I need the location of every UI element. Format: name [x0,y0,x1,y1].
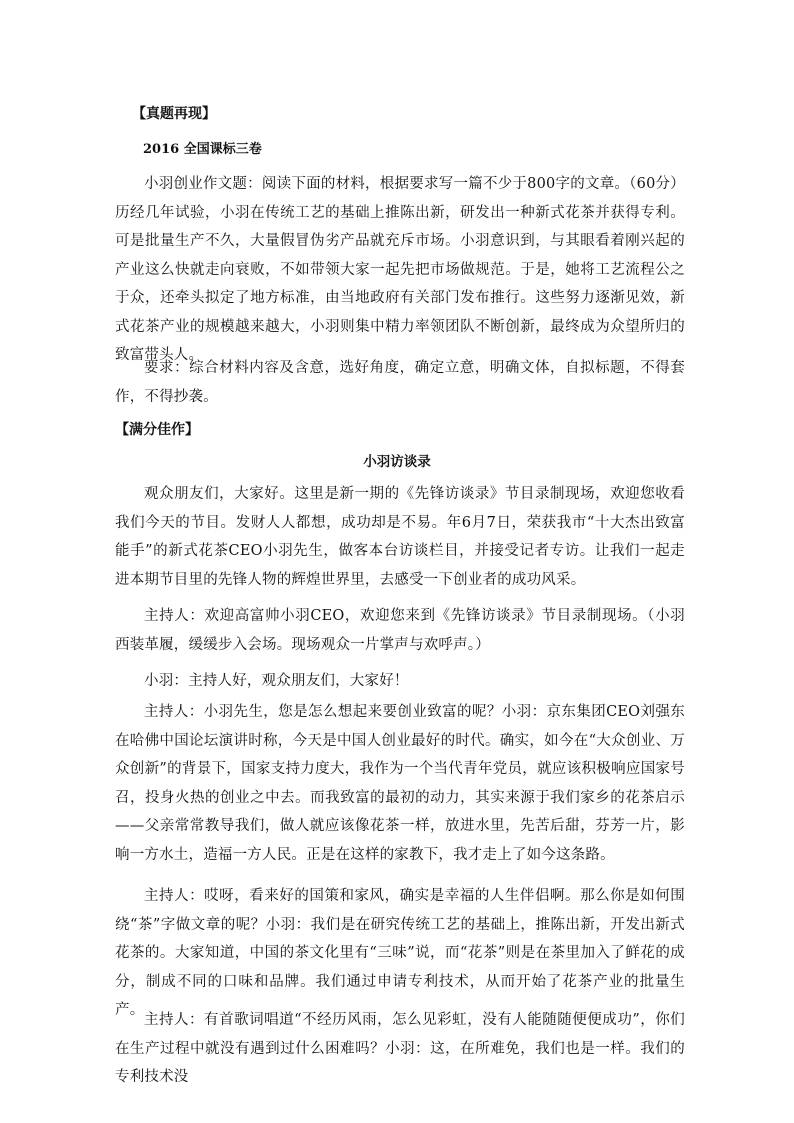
essay-paragraph: 主持人：哎呀，看来好的国策和家风，确实是幸福的人生伴侣啊。那么你是如何围绕“茶”字做文章的呢？小羽：我们是在研究传统工艺的基础上，推陈出新，开发出新式花茶的。大家知道，中国的茶文化里有“三味”说，而“花茶”则是在茶里加入了鲜花的成分，制成不同的口味和品牌。我们通过申请专利技术，从而开始了花茶产业的批量生产。 [115,888,685,1018]
essay-paragraph: 主持人：小羽先生，您是怎么想起来要创业致富的呢？小羽：京东集团CEO刘强东在哈佛中国论坛演讲时称，今天是中国人创业最好的时代。确实，如今在“大众创业、万众创新”的背景下，国家支持力度大，我作为一个当代青年党员，就应该积极响应国家号召，投身火热的创业之中去。而我致富的最初的动力，其实来源于我们家乡的花茶启示——父亲常常教导我们，做人就应该像花茶一样，放进水里，先苦后甜，芬芳一片，影响一方水土，造福一方人民。正是在这样的家教下，我才走上了如今这条路。 [115,704,685,863]
model-essay-heading: 【满分佳作】 [115,422,199,438]
essay-paragraph: 观众朋友们，大家好。这里是新一期的《先锋访谈录》节目录制现场，欢迎您收看我们今天的节目。发财人人都想，成功却是不易。年6月7日，荣获我市“十大杰出致富能手”的新式花茶CEO小羽先生，做客本台访谈栏目，并接受记者专访。让我们一起走进本期节目里的先锋人物的辉煌世界里，去感受一下创业者的成功风采。 [115,486,685,588]
essay-paragraph: 主持人：欢迎高富帅小羽CEO，欢迎您来到《先锋访谈录》节目录制现场。（小羽西装革履，缓缓步入会场。现场观众一片掌声与欢呼声。） [115,608,685,653]
prompt-paragraph: 小羽创业作文题：阅读下面的材料，根据要求写一篇不少于800字的文章。（60分）历经几年试验，小羽在传统工艺的基础上推陈出新，研发出一种新式花茶并获得专利。可是批量生产不久，大量假冒伪劣产品就充斥市场。小羽意识到，与其眼看着刚兴起的产业这么快就走向衰败，不如带领大家一起先把市场做规范。于是，她将工艺流程公之于众，还牵头拟定了地方标准，由当地政府有关部门发布推行。这些努力逐渐见效，新式花茶产业的规模越来越大，小羽则集中精力率领团队不断创新，最终成为众望所归的致富带头人。 [115,176,685,363]
essay-title: 小羽访谈录 [363,454,431,470]
exam-title: 2016 全国课标三卷 [143,142,262,157]
section-heading: 【真题再现】 [132,106,216,122]
essay-paragraph: 主持人：有首歌词唱道“不经历风雨，怎么见彩虹，没有人能随随便便成功”，你们在生产过程中就没有遇到过什么困难吗？小羽：这，在所难免，我们也是一样。我们的专利技术没 [115,1012,685,1085]
requirement-paragraph: 要求：综合材料内容及含意，选好角度，确定立意，明确文体，自拟标题，不得套作，不得抄袭。 [115,360,685,405]
essay-paragraph: 小羽：主持人好，观众朋友们，大家好！ [144,673,409,689]
